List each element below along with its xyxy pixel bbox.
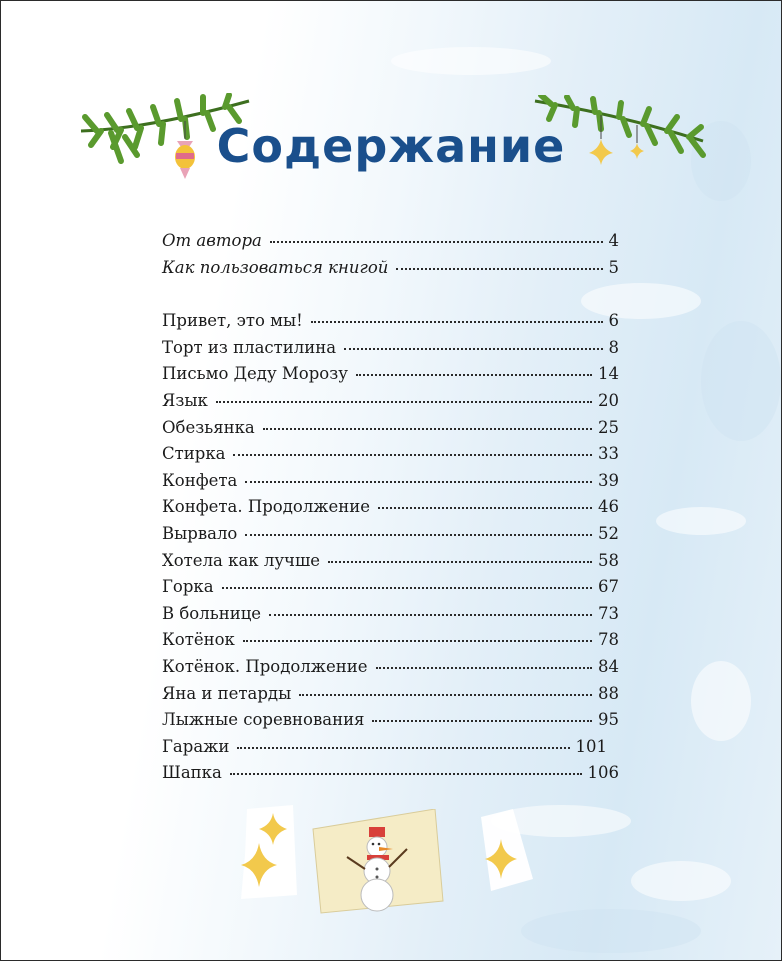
dot-leader <box>299 694 592 696</box>
toc-entry[interactable] <box>162 418 619 445</box>
toc-entry[interactable] <box>162 497 619 524</box>
toc-entry-title: Конфета. Продолжение <box>162 497 370 517</box>
dot-leader <box>263 428 592 430</box>
dot-leader <box>396 268 602 270</box>
section-gap <box>162 284 619 311</box>
dot-leader <box>243 640 592 642</box>
dot-leader <box>372 720 592 722</box>
snowman-card <box>307 809 445 915</box>
toc-entry-title: В больнице <box>162 603 262 623</box>
toc-entry-page: 20 <box>598 390 619 410</box>
toc-entry-page: 73 <box>598 603 619 623</box>
paper-scrap-right <box>477 809 535 893</box>
toc-entry-page: 106 <box>587 763 619 783</box>
toc-entry[interactable] <box>162 231 619 258</box>
dot-leader <box>311 321 603 323</box>
toc-entry-page: 5 <box>608 257 619 277</box>
toc-entry[interactable] <box>162 551 619 578</box>
dot-leader <box>344 348 602 350</box>
toc-entry-page: 67 <box>598 577 619 597</box>
toc-entry[interactable] <box>162 630 619 657</box>
toc-entry-page: 14 <box>598 364 619 384</box>
toc-entry[interactable] <box>162 604 619 631</box>
toc-entry-title: Обезьянка <box>162 417 255 437</box>
toc-entry-title: Письмо Деду Морозу <box>162 364 348 384</box>
dot-leader <box>245 481 592 483</box>
dot-leader <box>233 454 592 456</box>
toc-entry[interactable] <box>162 444 619 471</box>
dot-leader <box>216 401 592 403</box>
toc-entry-page: 8 <box>608 337 619 357</box>
toc-entry-page: 101 <box>575 736 607 756</box>
toc-entry-page: 58 <box>598 550 619 570</box>
toc-entry-title: Шапка <box>162 763 222 783</box>
toc-entry-title: Котёнок. Продолжение <box>162 656 368 676</box>
toc-entry-title: Яна и петарды <box>162 683 292 703</box>
toc-entry-title: Как пользоваться книгой <box>162 257 389 277</box>
dot-leader <box>269 614 592 616</box>
toc-entry-title: Лыжные соревнования <box>162 710 365 730</box>
dot-leader <box>356 374 592 376</box>
toc-entry[interactable] <box>162 524 619 551</box>
paper-scrap-left <box>237 805 299 901</box>
toc-entry-page: 39 <box>598 470 619 490</box>
toc-entry-page: 78 <box>598 630 619 650</box>
toc-entry[interactable] <box>162 364 619 391</box>
toc-entry[interactable] <box>162 577 619 604</box>
dot-leader <box>378 507 592 509</box>
toc-entry-page: 84 <box>598 656 619 676</box>
toc-entry-page: 6 <box>608 311 619 331</box>
toc-entry[interactable] <box>162 338 619 365</box>
dot-leader <box>237 747 569 749</box>
table-of-contents <box>162 231 619 790</box>
toc-entry-title: Привет, это мы! <box>162 311 303 331</box>
toc-entry-page: 52 <box>598 523 619 543</box>
toc-entry[interactable] <box>162 471 619 498</box>
toc-entry[interactable] <box>162 311 619 338</box>
dot-leader <box>328 561 592 563</box>
toc-entry[interactable] <box>162 684 619 711</box>
toc-entry[interactable] <box>162 258 619 285</box>
page-title: Содержание <box>216 119 566 173</box>
toc-entry-title: Стирка <box>162 444 226 464</box>
toc-entry[interactable] <box>162 737 619 764</box>
toc-entry-page: 88 <box>598 683 619 703</box>
dot-leader <box>222 587 592 589</box>
toc-entry[interactable] <box>162 710 619 737</box>
toc-entry-page: 46 <box>598 497 619 517</box>
toc-entry-title: Котёнок <box>162 630 235 650</box>
toc-entry-title: Язык <box>162 390 208 410</box>
toc-entry-title: Конфета <box>162 470 238 490</box>
toc-entry-title: От автора <box>162 231 262 250</box>
toc-entry[interactable] <box>162 657 619 684</box>
toc-entry-page: 25 <box>598 417 619 437</box>
dot-leader <box>270 241 603 243</box>
dot-leader <box>245 534 592 536</box>
toc-entry-title: Вырвало <box>162 523 238 543</box>
dot-leader <box>230 773 582 775</box>
toc-entry[interactable] <box>162 763 619 790</box>
toc-entry-page: 95 <box>598 710 619 730</box>
toc-entry-page: 4 <box>608 231 619 250</box>
toc-entry-title: Горка <box>162 577 214 597</box>
dot-leader <box>376 667 593 669</box>
toc-entry-page: 33 <box>598 444 619 464</box>
toc-entry[interactable] <box>162 391 619 418</box>
toc-entry-title: Гаражи <box>162 736 230 756</box>
toc-entry-title: Торт из пластилина <box>162 337 337 357</box>
toc-entry-title: Хотела как лучше <box>162 550 321 570</box>
